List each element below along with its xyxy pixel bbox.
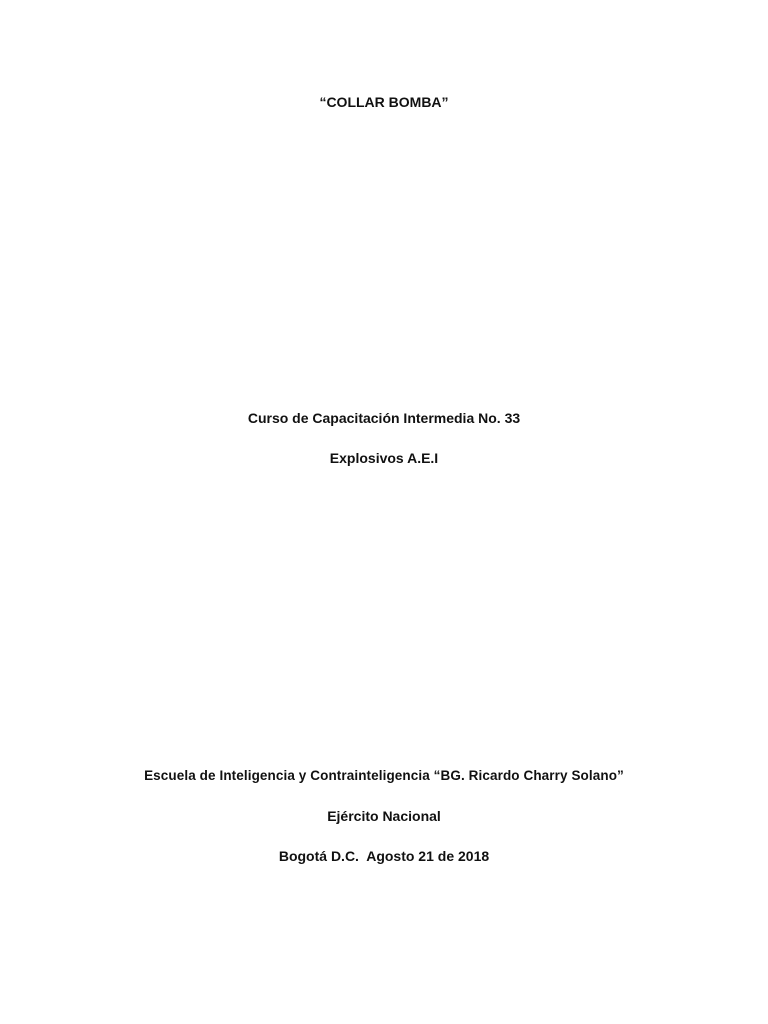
place-and-date: Bogotá D.C. Agosto 21 de 2018: [278, 848, 490, 864]
organization-name: Ejército Nacional: [327, 808, 441, 824]
course-name: Curso de Capacitación Intermedia No. 33: [247, 410, 521, 426]
institution-name: Escuela de Inteligencia y Contrainteligencia “BG. Ricardo Charry Solano”: [144, 768, 624, 783]
document-title: “COLLAR BOMBA”: [319, 94, 449, 110]
course-subject: Explosivos A.E.I: [329, 450, 439, 466]
